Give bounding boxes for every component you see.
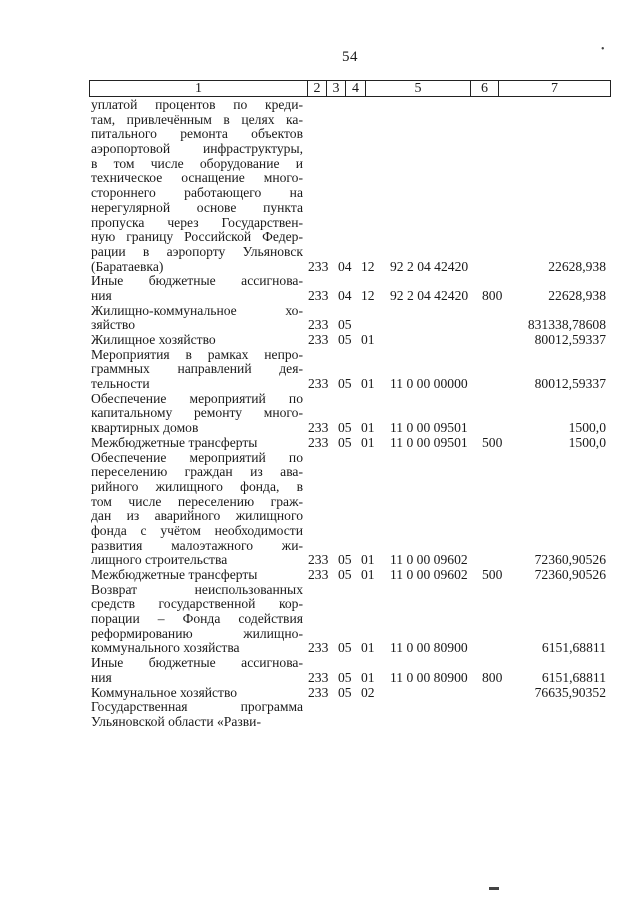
target-article-code: 92 2 04 42420 xyxy=(390,258,469,274)
row-description xyxy=(91,348,303,392)
description-line: техническое оснащение много- xyxy=(91,171,303,186)
table-row xyxy=(0,583,640,656)
table-row xyxy=(0,451,640,569)
description-line: (Баратаевка) xyxy=(91,259,164,274)
description-line: Жилищное хозяйство xyxy=(91,333,216,347)
amount: 22628,938 xyxy=(548,287,606,303)
budget-table xyxy=(0,98,640,730)
description-line: коммунального хозяйства xyxy=(91,641,240,656)
description-line: реформированию жилищно- xyxy=(91,626,303,641)
description-line: развития малоэтажного жи- xyxy=(91,538,303,553)
amount: 6151,68811 xyxy=(541,640,606,656)
expense-type-code: 800 xyxy=(482,287,503,303)
target-article-code: 11 0 00 80900 xyxy=(390,669,468,685)
description-line: Возврат неиспользованных xyxy=(91,582,303,597)
description-line: граммных направлений дея- xyxy=(91,362,303,377)
admin-code: 233 xyxy=(308,258,329,274)
description-line: Межбюджетные трансферты xyxy=(91,568,258,582)
table-row xyxy=(0,436,640,451)
subsection-code: 01 xyxy=(361,376,375,392)
section-code: 05 xyxy=(338,669,352,685)
row-description xyxy=(91,583,303,656)
row-description xyxy=(91,333,303,348)
section-code: 05 xyxy=(338,434,352,450)
amount: 22628,938 xyxy=(548,258,606,274)
subsection-code: 12 xyxy=(361,258,375,274)
section-code: 05 xyxy=(338,640,352,656)
target-article-code: 11 0 00 09501 xyxy=(390,420,468,436)
column-header: 7 xyxy=(551,81,558,96)
amount: 80012,59337 xyxy=(534,376,606,392)
table-header xyxy=(89,80,611,97)
description-line: средств государственной кор- xyxy=(91,597,303,612)
table-row xyxy=(0,348,640,392)
description-line: порации – Фонда содействия xyxy=(91,612,303,627)
target-article-code: 11 0 00 09602 xyxy=(390,552,468,568)
admin-code: 233 xyxy=(308,552,329,568)
column-header: 5 xyxy=(366,81,471,96)
admin-code: 233 xyxy=(308,640,329,656)
row-description xyxy=(91,656,303,685)
table-row xyxy=(0,304,640,333)
description-line: аэропортовой инфраструктуры, xyxy=(91,142,303,157)
amount: 80012,59337 xyxy=(534,332,606,347)
subsection-code: 01 xyxy=(361,420,375,436)
description-line: том числе переселению граж- xyxy=(91,494,303,509)
section-code: 05 xyxy=(338,332,352,347)
row-description xyxy=(91,304,303,333)
description-line: ния xyxy=(91,288,112,303)
description-line: ную границу Российской Федер- xyxy=(91,230,303,245)
subsection-code: 12 xyxy=(361,287,375,303)
target-article-code: 11 0 00 80900 xyxy=(390,640,468,656)
section-code: 05 xyxy=(338,420,352,436)
expense-type-code: 500 xyxy=(482,434,503,450)
table-row xyxy=(0,333,640,348)
amount: 1500,0 xyxy=(568,434,606,450)
amount: 72360,90526 xyxy=(534,567,606,582)
amount: 6151,68811 xyxy=(541,669,606,685)
target-article-code: 11 0 00 09602 xyxy=(390,567,468,582)
description-line: фонда с учётом необходимости xyxy=(91,523,303,538)
row-description xyxy=(91,451,303,569)
column-header: 1 xyxy=(90,81,308,96)
description-line: питального ремонта объектов xyxy=(91,127,303,142)
row-description xyxy=(91,686,303,701)
section-code: 05 xyxy=(338,684,352,700)
subsection-code: 01 xyxy=(361,567,375,582)
row-description xyxy=(91,568,303,583)
table-row xyxy=(0,656,640,685)
description-line: стороннего работающего на xyxy=(91,186,303,201)
target-article-code: 11 0 00 00000 xyxy=(390,376,468,392)
table-row xyxy=(0,98,640,274)
target-article-code: 92 2 04 42420 xyxy=(390,287,469,303)
admin-code: 233 xyxy=(308,287,329,303)
subsection-code: 01 xyxy=(361,669,375,685)
subsection-code: 01 xyxy=(361,332,375,347)
description-line: переселению граждан из ава- xyxy=(91,465,303,480)
expense-type-code: 500 xyxy=(482,567,503,582)
section-code: 05 xyxy=(338,567,352,582)
admin-code: 233 xyxy=(308,434,329,450)
section-code: 04 xyxy=(338,287,352,303)
column-header: 2 xyxy=(308,81,327,96)
subsection-code: 01 xyxy=(361,434,375,450)
description-line: Обеспечение мероприятий по xyxy=(91,391,303,406)
description-line: Иные бюджетные ассигнова- xyxy=(91,656,303,671)
table-row xyxy=(0,568,640,583)
admin-code: 233 xyxy=(308,684,329,700)
row-description xyxy=(91,700,303,729)
admin-code: 233 xyxy=(308,376,329,392)
admin-code: 233 xyxy=(308,317,329,333)
column-header: 3 xyxy=(327,81,346,96)
description-line: Мероприятия в рамках непро- xyxy=(91,347,303,362)
description-line: Межбюджетные трансферты xyxy=(91,435,258,450)
description-line: Иные бюджетные ассигнова- xyxy=(91,274,303,289)
description-line: рийного жилищного фонда, в xyxy=(91,479,303,494)
subsection-code: 01 xyxy=(361,552,375,568)
description-line: Жилищно-коммунальное хо- xyxy=(91,303,303,318)
description-line: зяйство xyxy=(91,318,135,333)
description-line: тельности xyxy=(91,377,150,392)
scan-speck: • xyxy=(601,44,605,55)
expense-type-code: 800 xyxy=(482,669,503,685)
description-line: квартирных домов xyxy=(91,421,199,436)
admin-code: 233 xyxy=(308,332,329,347)
table-row xyxy=(0,700,640,729)
row-description xyxy=(91,98,303,274)
description-line: лищного строительства xyxy=(91,553,228,568)
row-description xyxy=(91,436,303,451)
section-code: 05 xyxy=(338,317,352,333)
description-line: рации в аэропорту Ульяновск xyxy=(91,244,303,259)
section-code: 04 xyxy=(338,258,352,274)
admin-code: 233 xyxy=(308,420,329,436)
description-line: Ульяновской области «Разви- xyxy=(91,714,261,729)
target-article-code: 11 0 00 09501 xyxy=(390,434,468,450)
admin-code: 233 xyxy=(308,567,329,582)
subsection-code: 02 xyxy=(361,684,375,700)
section-code: 05 xyxy=(338,376,352,392)
description-line: пропуска через Государствен- xyxy=(91,215,303,230)
admin-code: 233 xyxy=(308,669,329,685)
amount: 76635,90352 xyxy=(534,684,606,700)
description-line: Государственная программа xyxy=(91,700,303,715)
table-row xyxy=(0,686,640,701)
row-description xyxy=(91,392,303,436)
amount: 1500,0 xyxy=(568,420,606,436)
description-line: уплатой процентов по креди- xyxy=(91,98,303,112)
column-header: 4 xyxy=(346,81,366,96)
table-row xyxy=(0,274,640,303)
table-row xyxy=(0,392,640,436)
description-line: в том числе оборудование и xyxy=(91,156,303,171)
scan-speck: ▬ xyxy=(489,882,499,893)
column-header: 6 xyxy=(471,81,499,96)
description-line: нерегулярной основе пункта xyxy=(91,200,303,215)
description-line: там, привлечённым в целях ка- xyxy=(91,112,303,127)
subsection-code: 01 xyxy=(361,640,375,656)
description-line: дан из аварийного жилищного xyxy=(91,509,303,524)
amount: 72360,90526 xyxy=(534,552,606,568)
section-code: 05 xyxy=(338,552,352,568)
amount: 831338,78608 xyxy=(527,317,606,333)
row-description xyxy=(91,274,303,303)
description-line: ния xyxy=(91,670,112,685)
description-line: Обеспечение мероприятий по xyxy=(91,450,303,465)
page-number: 54 xyxy=(342,49,358,65)
description-line: капитальному ремонту много- xyxy=(91,406,303,421)
description-line: Коммунальное хозяйство xyxy=(91,685,238,700)
